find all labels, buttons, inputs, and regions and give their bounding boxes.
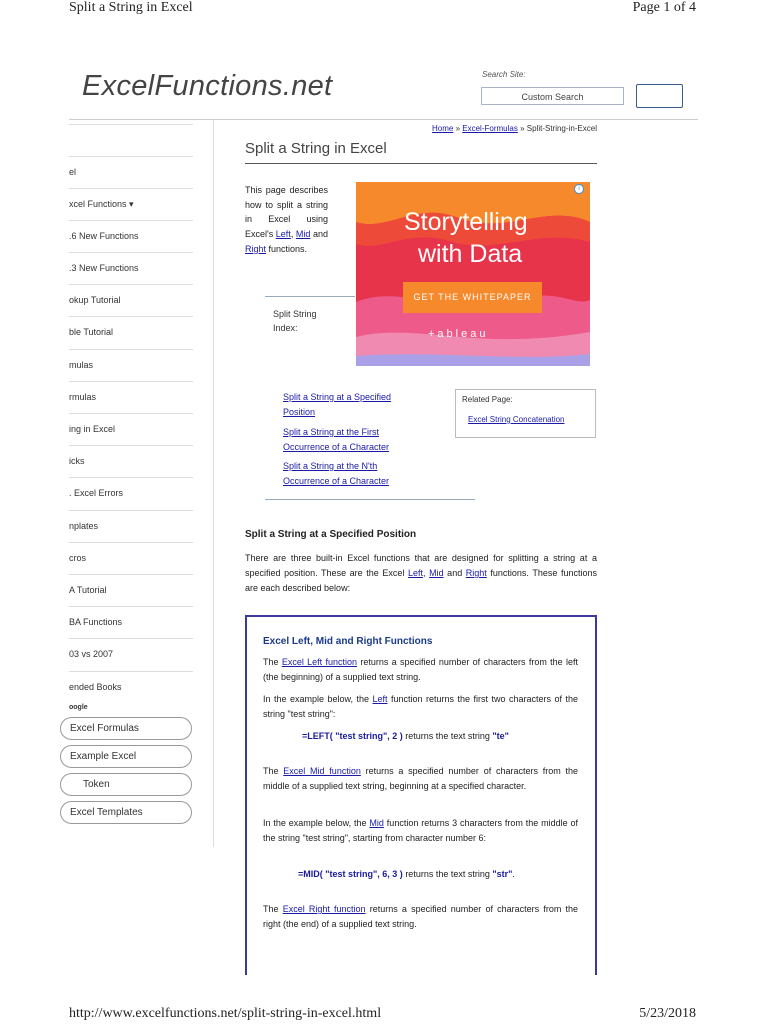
sidebar-item-label: icks [69, 456, 85, 466]
box-paragraph [263, 692, 578, 721]
search-button[interactable] [636, 84, 683, 108]
breadcrumb-separator: » [453, 124, 463, 133]
breadcrumb-current: Split-String-in-Excel [526, 124, 597, 133]
ad-info-icon[interactable]: i [574, 184, 584, 194]
paragraph-text: In the example below, the [263, 694, 373, 704]
sidebar-item-label: nplates [69, 521, 99, 531]
index-link-line[interactable]: Split a String at the N'th [283, 461, 378, 471]
sidebar-search-button[interactable]: Example Excel [60, 745, 192, 768]
right-link[interactable]: Right [245, 243, 267, 254]
intro-text [245, 183, 328, 257]
search-label: Search Site: [482, 70, 526, 79]
paragraph-text: There are three built-in Excel functions that are designed for splitting a string at a specified position. These are the Excel [245, 553, 597, 578]
title-underline [245, 163, 597, 164]
google-label: oogle [69, 704, 88, 711]
sidebar-item-blank[interactable] [69, 124, 193, 156]
box-paragraph [263, 655, 578, 684]
box-paragraph [263, 764, 578, 793]
excel-right-function-link[interactable]: Excel Right function [282, 904, 366, 914]
index-link-line[interactable]: Occurrence of a Character [283, 475, 390, 486]
excel-left-function-link[interactable]: Excel Left function [281, 657, 358, 667]
section-heading: Split a String at a Specified Position [245, 529, 417, 540]
formula-result: "te" [492, 731, 509, 741]
sidebar-item-label: .6 New Functions [69, 231, 139, 241]
index-link-line[interactable]: Position [283, 406, 316, 417]
sidebar-item[interactable] [69, 606, 193, 638]
paragraph-text: The [263, 904, 283, 914]
breadcrumb [432, 124, 597, 133]
excel-mid-function-link[interactable]: Excel Mid function [283, 766, 361, 776]
paragraph-text: , [422, 568, 430, 578]
index-link[interactable] [283, 390, 413, 419]
index-top-rule [265, 296, 355, 297]
sidebar-item-label: ended Books [69, 682, 122, 692]
breadcrumb-formulas-link[interactable]: Excel-Formulas [462, 124, 518, 133]
ad-cta-button[interactable]: GET THE WHITEPAPER [403, 282, 542, 313]
intro-text-part: functions. [266, 243, 308, 254]
sidebar-item[interactable] [69, 252, 193, 284]
sidebar-item[interactable] [69, 671, 193, 703]
paragraph-text: returns a specified number of characters from the right (the end) of a supplied text string. [263, 904, 579, 929]
sidebar-item-label: el [69, 167, 77, 177]
page-title: Split a String in Excel [245, 140, 387, 157]
left-formula-example [302, 731, 509, 741]
paragraph-text: function returns the first two characters of the string "test string": [263, 694, 578, 719]
sidebar-item-label: okup Tutorial [69, 295, 121, 305]
ad-headline-line2: with Data [418, 240, 523, 268]
advertisement[interactable] [356, 182, 590, 366]
right-link[interactable]: Right [465, 568, 487, 578]
sidebar-item[interactable] [69, 156, 193, 188]
ad-headline-line1: Storytelling [404, 208, 528, 236]
sidebar-item-label: ing in Excel [69, 424, 116, 434]
sidebar-item[interactable] [69, 445, 193, 477]
sidebar-item[interactable] [69, 284, 193, 316]
paragraph-text: function returns 3 characters from the middle of the string "test string", starting from character number 6: [263, 818, 578, 843]
formula-text: returns the text string [402, 731, 493, 741]
paragraph-text: The [263, 657, 282, 667]
intro-text-part: This page describes how to split a string in Excel using Excel's [245, 185, 328, 240]
mid-link[interactable]: Mid [429, 568, 444, 578]
mid-link[interactable]: Mid [295, 229, 311, 240]
header-divider [69, 119, 698, 120]
formula-text: . [512, 869, 515, 879]
sidebar-item-label: mulas [69, 360, 94, 370]
index-label-line: Split String [273, 309, 317, 319]
intro-text-part: and [310, 229, 328, 240]
sidebar-item-label: ble Tutorial [69, 327, 114, 337]
print-footer-url: http://www.excelfunctions.net/split-string-in-excel.html [69, 1006, 382, 1021]
box-paragraph [263, 902, 578, 931]
sidebar-item-label: A Tutorial [69, 585, 107, 595]
breadcrumb-home-link[interactable]: Home [432, 124, 454, 133]
left-link[interactable]: Left [407, 568, 423, 578]
intro-text-part: , [290, 229, 296, 240]
formula-code: =LEFT( "test string", 2 ) [302, 731, 403, 741]
related-page-link[interactable]: Excel String Concatenation [468, 415, 565, 424]
functions-box-heading: Excel Left, Mid and Right Functions [263, 636, 433, 647]
sidebar-item[interactable] [69, 477, 193, 509]
sidebar-item-label: rmulas [69, 392, 97, 402]
site-logo[interactable]: ExcelFunctions.net [82, 70, 333, 102]
sidebar-item-label: cros [69, 553, 87, 563]
index-label [273, 307, 317, 335]
sidebar-item-label: xcel Functions ▾ [69, 199, 134, 209]
sidebar-item[interactable] [69, 542, 193, 574]
index-link-line[interactable]: Split a String at the First [283, 427, 380, 437]
sidebar-item[interactable] [69, 510, 193, 542]
sidebar-item-label: BA Functions [69, 617, 123, 627]
paragraph-text: returns a specified number of characters from the middle of a supplied text string, beginning at a specified character. [263, 766, 579, 791]
print-header-page: Page 1 of 4 [632, 0, 696, 15]
paragraph-text: and [443, 568, 466, 578]
box-paragraph [263, 816, 578, 845]
ad-brand-logo: +ableau [428, 328, 489, 340]
sidebar-item[interactable] [69, 638, 193, 670]
sidebar-search-button[interactable]: Token [60, 773, 192, 796]
mid-link[interactable]: Mid [369, 818, 384, 828]
sidebar-divider [213, 120, 214, 847]
breadcrumb-separator: » [517, 124, 527, 133]
paragraph-text: returns a specified number of characters from the left (the beginning) of a supplied text string. [263, 657, 578, 682]
paragraph-text: functions. These functions are each described below: [245, 568, 597, 593]
print-footer-date: 5/23/2018 [639, 1006, 696, 1021]
index-link-line[interactable]: Split a String at a Specified [283, 392, 392, 402]
sidebar-item[interactable] [69, 220, 193, 252]
section-paragraph [245, 551, 597, 596]
formula-result: "str" [492, 869, 513, 879]
sidebar-item-label: . Excel Errors [69, 488, 124, 498]
index-bottom-rule [265, 499, 475, 500]
formula-text: returns the text string [402, 869, 493, 879]
sidebar-item[interactable] [69, 413, 193, 445]
index-link[interactable] [283, 425, 413, 454]
sidebar-item[interactable] [69, 316, 193, 348]
paragraph-text: The [263, 766, 284, 776]
index-link[interactable] [283, 459, 413, 488]
paragraph-text: In the example below, the [263, 818, 370, 828]
sidebar-item[interactable] [69, 381, 193, 413]
sidebar-search-button[interactable]: Excel Templates [60, 801, 192, 824]
sidebar-item[interactable] [69, 349, 193, 381]
sidebar-item[interactable] [69, 188, 193, 220]
left-link[interactable]: Left [372, 694, 388, 704]
sidebar-item-label: 03 vs 2007 [69, 649, 114, 659]
related-page-title: Related Page: [462, 395, 513, 404]
print-header-title: Split a String in Excel [69, 0, 193, 15]
search-input[interactable]: Custom Search [481, 87, 624, 105]
sidebar-item[interactable] [69, 574, 193, 606]
index-link-line[interactable]: Occurrence of a Character [283, 441, 390, 452]
index-label-line: Index: [273, 323, 298, 333]
sidebar-item-label: .3 New Functions [69, 263, 139, 273]
mid-formula-example [298, 869, 515, 879]
related-page-box [455, 389, 596, 438]
formula-code: =MID( "test string", 6, 3 ) [298, 869, 403, 879]
sidebar-search-button[interactable]: Excel Formulas [60, 717, 192, 740]
left-link[interactable]: Left [275, 229, 291, 240]
